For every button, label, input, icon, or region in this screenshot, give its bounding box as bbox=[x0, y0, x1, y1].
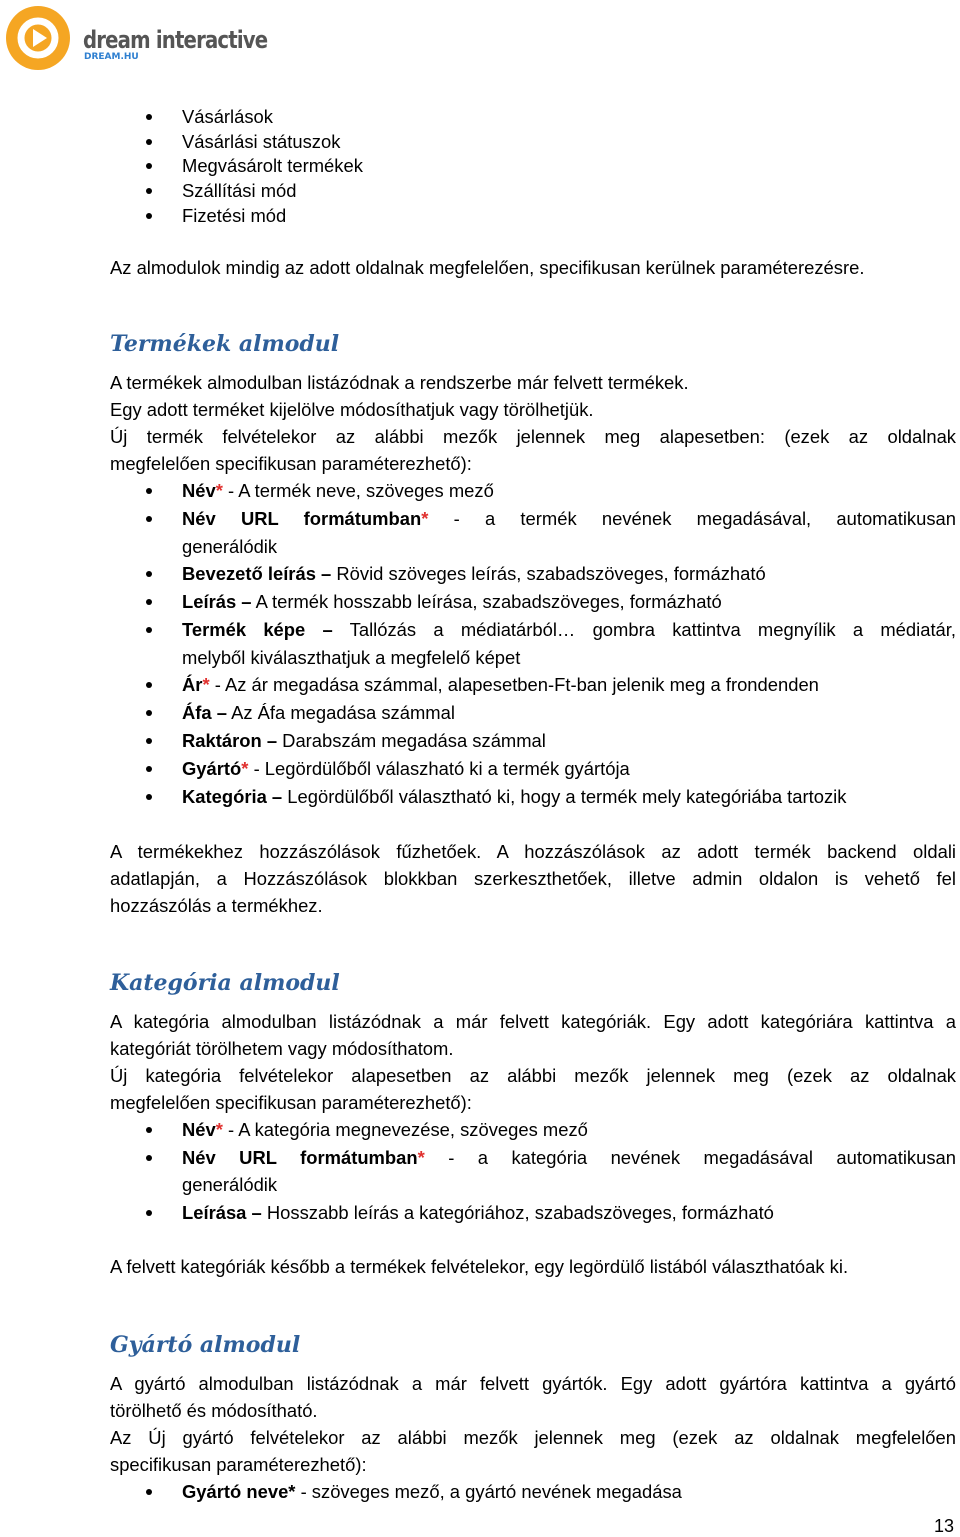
paragraph-line: adatlapján, a Hozzászólások blokkban szerkeszthetőek, illetve admin oldalon is vehető fel bbox=[110, 868, 956, 889]
paragraph-line: A kategória almodulban listázódnak a már felvett kategóriák. Egy adott kategóriára kattintva a bbox=[110, 1011, 956, 1032]
paragraph-line: Új kategória felvételekor alapesetben az alábbi mezők jelennek meg (ezek az oldalnak bbox=[110, 1065, 956, 1086]
paragraph-line: A termékekhez hozzászólások fűzhetőek. A hozzászólások az adott termék backend oldali bbox=[110, 841, 956, 862]
paragraph-line: kategóriát törölhetem vagy módosíthatom. bbox=[110, 1038, 454, 1059]
list-item-continuation: generálódik bbox=[182, 1174, 278, 1195]
list-item: Megvásárolt termékek bbox=[182, 152, 956, 180]
paragraph-line: hozzászólás a termékhez. bbox=[110, 895, 323, 916]
list-item-continuation: melyből kiválaszthatjuk a megfelelő képet bbox=[182, 647, 521, 668]
bullet-icon bbox=[146, 188, 152, 194]
section-heading-kategoria: Kategória almodul bbox=[110, 970, 340, 996]
list-item: Leírása – Hosszabb leírás a kategóriához, szabadszöveges, formázható bbox=[182, 1199, 956, 1227]
paragraph-line: törölhető és módosítható. bbox=[110, 1400, 318, 1421]
list-item: Vásárlási státuszok bbox=[182, 128, 956, 156]
list-item: Bevezető leírás – Rövid szöveges leírás, szabadszöveges, formázható bbox=[182, 560, 956, 588]
list-item: Termék képe – Tallózás a médiatárból… gombra kattintva megnyílik a médiatár, bbox=[182, 616, 956, 644]
logo-sub-text: DREAM.HU bbox=[84, 52, 139, 62]
list-item: Szállítási mód bbox=[182, 177, 956, 205]
bullet-icon bbox=[146, 1155, 152, 1161]
paragraph-line: A gyártó almodulban listázódnak a már felvett gyártók. Egy adott gyártóra kattintva a gyártó bbox=[110, 1373, 956, 1394]
list-item: Név* - A kategória megnevezése, szöveges mező bbox=[182, 1116, 956, 1144]
paragraph: Egy adott terméket kijelölve módosíthatjuk vagy törölhetjük. bbox=[110, 399, 594, 420]
paragraph-line: megfelelően specifikusan paraméterezhető): bbox=[110, 1092, 472, 1113]
list-item: Áfa – Az Áfa megadása számmal bbox=[182, 699, 956, 727]
paragraph: A termékek almodulban listázódnak a rendszerbe már felvett termékek. bbox=[110, 372, 689, 393]
list-item: Leírás – A termék hosszabb leírása, szabadszöveges, formázható bbox=[182, 588, 956, 616]
paragraph-line: specifikusan paraméterezhető): bbox=[110, 1454, 367, 1475]
list-item: Vásárlások bbox=[182, 103, 956, 131]
section-heading-termekek: Termékek almodul bbox=[110, 331, 340, 357]
paragraph-line: megfelelően specifikusan paraméterezhető): bbox=[110, 453, 472, 474]
list-item: Név* - A termék neve, szöveges mező bbox=[182, 477, 956, 505]
bullet-icon bbox=[146, 627, 152, 633]
bullet-icon bbox=[146, 213, 152, 219]
bullet-icon bbox=[146, 794, 152, 800]
bullet-icon bbox=[146, 488, 152, 494]
bullet-icon bbox=[146, 682, 152, 688]
bullet-icon bbox=[146, 1210, 152, 1216]
bullet-icon bbox=[146, 738, 152, 744]
list-item-continuation: generálódik bbox=[182, 536, 278, 557]
logo-brand-text: dream interactive bbox=[83, 26, 268, 54]
list-item: Raktáron – Darabszám megadása számmal bbox=[182, 727, 956, 755]
list-item: Gyártó neve* - szöveges mező, a gyártó nevének megadása bbox=[182, 1478, 956, 1506]
section-heading-gyarto: Gyártó almodul bbox=[110, 1332, 301, 1358]
list-item: Gyártó* - Legördülőből válaszható ki a termék gyártója bbox=[182, 755, 956, 783]
logo-mark-icon bbox=[6, 6, 70, 70]
paragraph-line: Az Új gyártó felvételekor az alábbi mezők jelennek meg (ezek az oldalnak megfelelően bbox=[110, 1427, 956, 1448]
bullet-icon bbox=[146, 1489, 152, 1495]
list-item: Név URL formátumban* - a termék nevének megadásával, automatikusan bbox=[182, 505, 956, 533]
page-number: 13 bbox=[934, 1516, 955, 1536]
bullet-icon bbox=[146, 163, 152, 169]
bullet-icon bbox=[146, 766, 152, 772]
bullet-icon bbox=[146, 139, 152, 145]
bullet-icon bbox=[146, 599, 152, 605]
list-item: Név URL formátumban* - a kategória nevének megadásával automatikusan bbox=[182, 1144, 956, 1172]
list-item: Ár* - Az ár megadása számmal, alapesetben-Ft-ban jelenik meg a frondenden bbox=[182, 671, 956, 699]
paragraph-line: Új termék felvételekor az alábbi mezők jelennek meg alapesetben: (ezek az oldalnak bbox=[110, 426, 956, 447]
company-logo bbox=[6, 6, 268, 76]
list-item: Kategória – Legördülőből választható ki, hogy a termék mely kategóriába tartozik bbox=[182, 783, 956, 811]
bullet-icon bbox=[146, 710, 152, 716]
list-item: Fizetési mód bbox=[182, 202, 956, 230]
bullet-icon bbox=[146, 114, 152, 120]
bullet-icon bbox=[146, 571, 152, 577]
intro-paragraph: Az almodulok mindig az adott oldalnak megfelelően, specifikusan kerülnek paraméterezésre. bbox=[110, 257, 865, 278]
bullet-icon bbox=[146, 516, 152, 522]
bullet-icon bbox=[146, 1127, 152, 1133]
paragraph: A felvett kategóriák később a termékek felvételekor, egy legördülő listából választhatóak ki. bbox=[110, 1256, 849, 1277]
